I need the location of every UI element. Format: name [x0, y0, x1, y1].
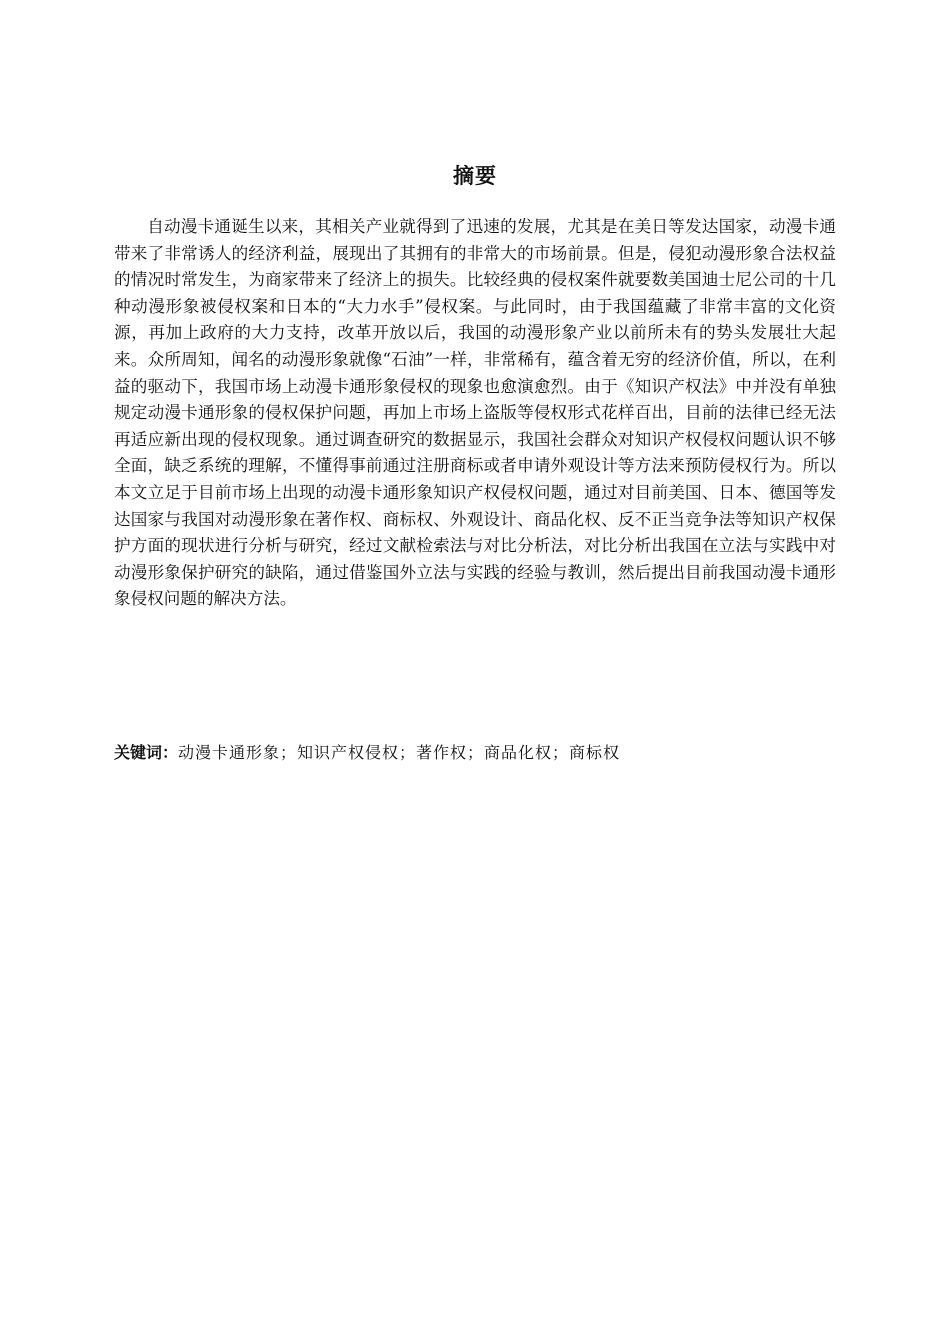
- keywords-label: 关键词：: [114, 743, 179, 762]
- abstract-paragraph: 自动漫卡通诞生以来，其相关产业就得到了迅速的发展，尤其是在美日等发达国家，动漫卡通带来了非常诱人的经济利益，展现出了其拥有的非常大的市场前景。但是，侵犯动漫形象合法权益的情况时常发生，为商家带来了经济上的损失。比较经典的侵权案件就要数美国迪士尼公司的十几种动漫形象被侵权案和日本的“大力水手”侵权案。与此同时，由于我国蕴藏了非常丰富的文化资源，再加上政府的大力支持，改革开放以后，我国的动漫形象产业以前所未有的势头发展壮大起来。众所周知，闻名的动漫形象就像“石油”一样，非常稀有，蕴含着无穷的经济价值，所以，在利益的驱动下，我国市场上动漫卡通形象侵权的现象也愈演愈烈。由于《知识产权法》中并没有单独规定动漫卡通形象的侵权保护问题，再加上市场上盗版等侵权形式花样百出，目前的法律已经无法再适应新出现的侵权现象。通过调查研究的数据显示，我国社会群众对知识产权侵权问题认识不够全面，缺乏系统的理解，不懂得事前通过注册商标或者申请外观设计等方法来预防侵权行为。所以本文立足于目前市场上出现的动漫卡通形象知识产权侵权问题，通过对目前美国、日本、德国等发达国家与我国对动漫形象在著作权、商标权、外观设计、商品化权、反不正当竞争法等知识产权保护方面的现状进行分析与研究，经过文献检索法与对比分析法，对比分析出我国在立法与实践中对动漫形象保护研究的缺陷，通过借鉴国外立法与实践的经验与教训，然后提出目前我国动漫卡通形象侵权问题的解决方法。: [114, 217, 836, 609]
- keywords-line: [114, 740, 836, 766]
- keywords-text: 动漫卡通形象；知识产权侵权；著作权；商品化权；商标权: [178, 743, 621, 762]
- abstract-title: 摘要: [453, 164, 497, 188]
